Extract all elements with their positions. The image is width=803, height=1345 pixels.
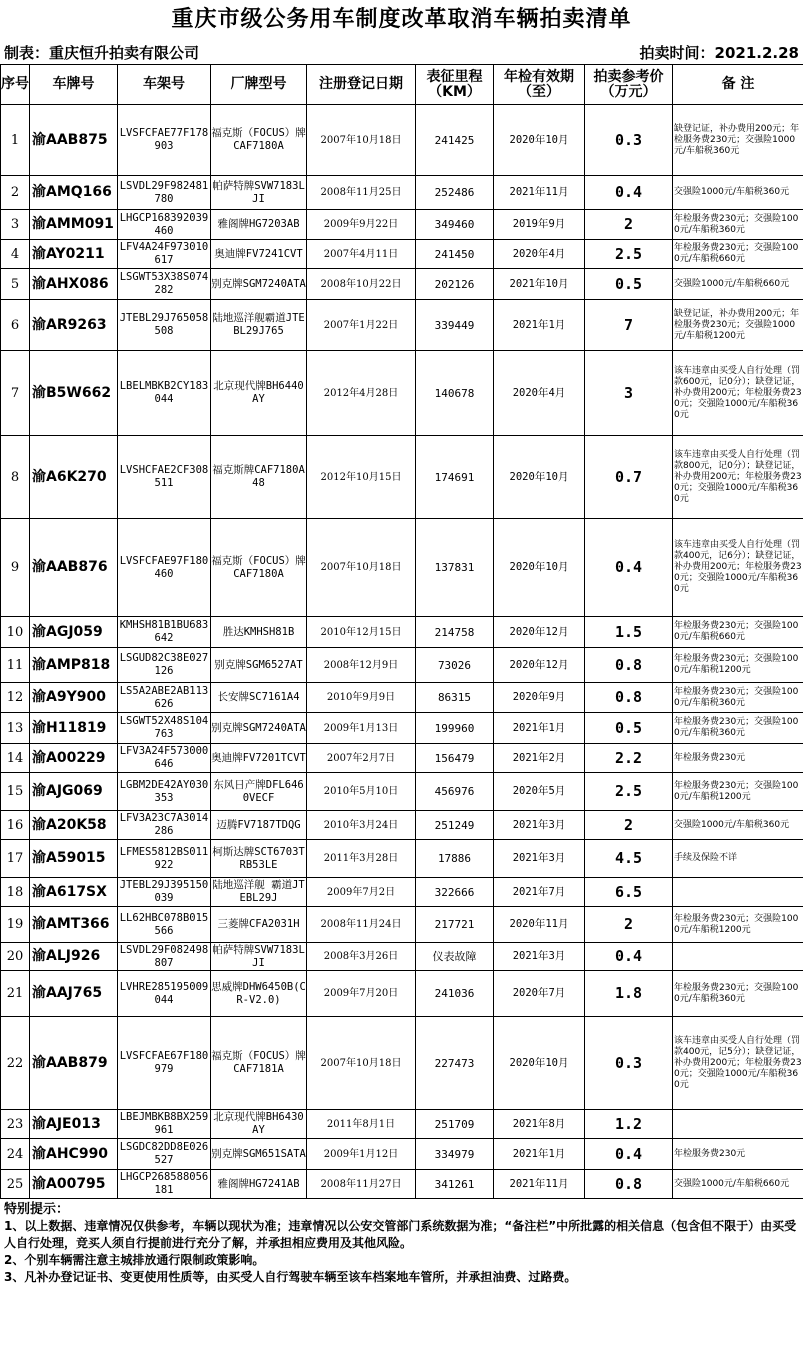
row-plate: 渝AMQ166 bbox=[30, 176, 118, 210]
auction-table bbox=[0, 64, 803, 1199]
row-remark: 交强险1000元/车船税360元 bbox=[673, 176, 803, 210]
col-inspection: 年检有效期（至） bbox=[494, 65, 585, 105]
table-row bbox=[1, 907, 803, 943]
row-mileage: 241425 bbox=[416, 105, 494, 176]
col-mileage: 表征里程（KM） bbox=[416, 65, 494, 105]
row-model: 帕萨特牌SVW7183LJI bbox=[211, 176, 307, 210]
row-reg-date: 2007年1月22日 bbox=[307, 300, 416, 351]
row-reg-date: 2009年1月12日 bbox=[307, 1139, 416, 1170]
table-row bbox=[1, 1017, 803, 1110]
meta-bar bbox=[0, 40, 803, 64]
row-seq: 19 bbox=[1, 907, 30, 943]
row-plate: 渝AJE013 bbox=[30, 1110, 118, 1139]
row-seq: 6 bbox=[1, 300, 30, 351]
row-vin: LBELMBKB2CY183044 bbox=[118, 351, 211, 436]
row-remark: 该车违章由买受人自行处理（罚款400元，记5分）；缺登记证，补办费用200元；年检服务费230元；交强险1000元/车船税360元 bbox=[673, 1017, 803, 1110]
row-model: 福克斯（FOCUS）牌CAF7180A bbox=[211, 105, 307, 176]
row-seq: 7 bbox=[1, 351, 30, 436]
table-row bbox=[1, 210, 803, 240]
row-reg-date: 2010年9月9日 bbox=[307, 683, 416, 713]
row-vin: KMHSH81B1BU683642 bbox=[118, 617, 211, 648]
row-reg-date: 2009年9月22日 bbox=[307, 210, 416, 240]
row-mileage: 214758 bbox=[416, 617, 494, 648]
row-price: 4.5 bbox=[585, 840, 673, 878]
row-seq: 11 bbox=[1, 648, 30, 683]
row-vin: LFV3A23C7A3014286 bbox=[118, 811, 211, 840]
row-mileage: 156479 bbox=[416, 744, 494, 773]
row-vin: LVHRE285195009044 bbox=[118, 971, 211, 1017]
row-inspection: 2021年11月 bbox=[494, 1170, 585, 1199]
row-plate: 渝A6K270 bbox=[30, 436, 118, 519]
row-model: 长安牌SC7161A4 bbox=[211, 683, 307, 713]
row-model: 别克牌SGM651SATA bbox=[211, 1139, 307, 1170]
row-inspection: 2021年8月 bbox=[494, 1110, 585, 1139]
row-model: 迈腾FV7187TDQG bbox=[211, 811, 307, 840]
row-inspection: 2021年3月 bbox=[494, 943, 585, 971]
row-seq: 18 bbox=[1, 878, 30, 907]
row-inspection: 2020年7月 bbox=[494, 971, 585, 1017]
row-reg-date: 2007年4月11日 bbox=[307, 240, 416, 269]
row-inspection: 2020年11月 bbox=[494, 907, 585, 943]
row-vin: LSGWT53X38S074282 bbox=[118, 269, 211, 300]
row-mileage: 仪表故障 bbox=[416, 943, 494, 971]
row-seq: 4 bbox=[1, 240, 30, 269]
row-mileage: 73026 bbox=[416, 648, 494, 683]
row-plate: 渝AY0211 bbox=[30, 240, 118, 269]
table-row bbox=[1, 683, 803, 713]
row-mileage: 341261 bbox=[416, 1170, 494, 1199]
row-reg-date: 2008年11月24日 bbox=[307, 907, 416, 943]
row-model: 福克斯（FOCUS）牌CAF7180A bbox=[211, 519, 307, 617]
row-reg-date: 2008年10月22日 bbox=[307, 269, 416, 300]
row-model: 别克牌SGM6527AT bbox=[211, 648, 307, 683]
row-remark: 年检服务费230元 bbox=[673, 1139, 803, 1170]
row-seq: 12 bbox=[1, 683, 30, 713]
row-reg-date: 2007年2月7日 bbox=[307, 744, 416, 773]
row-reg-date: 2007年10月18日 bbox=[307, 1017, 416, 1110]
row-remark: 年检服务费230元；交强险1000元/车船税660元 bbox=[673, 240, 803, 269]
row-remark bbox=[673, 943, 803, 971]
row-remark: 年检服务费230元；交强险1000元/车船税1200元 bbox=[673, 773, 803, 811]
row-price: 7 bbox=[585, 300, 673, 351]
row-vin: LGBM2DE42AY030353 bbox=[118, 773, 211, 811]
table-row bbox=[1, 176, 803, 210]
row-seq: 17 bbox=[1, 840, 30, 878]
row-remark: 手续及保险不详 bbox=[673, 840, 803, 878]
row-plate: 渝A617SX bbox=[30, 878, 118, 907]
row-remark: 年检服务费230元；交强险1000元/车船税1200元 bbox=[673, 907, 803, 943]
row-plate: 渝A20K58 bbox=[30, 811, 118, 840]
row-seq: 16 bbox=[1, 811, 30, 840]
row-remark: 交强险1000元/车船税360元 bbox=[673, 811, 803, 840]
row-vin: LS5A2ABE2AB113626 bbox=[118, 683, 211, 713]
row-seq: 15 bbox=[1, 773, 30, 811]
row-remark: 缺登记证，补办费用200元；年检服务费230元；交强险1000元/车船税360元 bbox=[673, 105, 803, 176]
row-model: 福克斯（FOCUS）牌CAF7181A bbox=[211, 1017, 307, 1110]
row-reg-date: 2008年11月25日 bbox=[307, 176, 416, 210]
table-row bbox=[1, 617, 803, 648]
table-row bbox=[1, 648, 803, 683]
row-price: 1.2 bbox=[585, 1110, 673, 1139]
row-model: 雅阁牌HG7241AB bbox=[211, 1170, 307, 1199]
row-plate: 渝AR9263 bbox=[30, 300, 118, 351]
row-reg-date: 2009年7月2日 bbox=[307, 878, 416, 907]
col-price: 拍卖参考价（万元） bbox=[585, 65, 673, 105]
table-row bbox=[1, 943, 803, 971]
row-remark: 年检服务费230元；交强险1000元/车船税360元 bbox=[673, 971, 803, 1017]
row-mileage: 252486 bbox=[416, 176, 494, 210]
row-model: 奥迪牌FV7201TCVT bbox=[211, 744, 307, 773]
row-mileage: 86315 bbox=[416, 683, 494, 713]
row-plate: 渝A59015 bbox=[30, 840, 118, 878]
row-mileage: 241036 bbox=[416, 971, 494, 1017]
col-reg-date: 注册登记日期 bbox=[307, 65, 416, 105]
row-inspection: 2020年10月 bbox=[494, 519, 585, 617]
row-inspection: 2020年5月 bbox=[494, 773, 585, 811]
table-row bbox=[1, 840, 803, 878]
table-row bbox=[1, 351, 803, 436]
row-vin: LVSFCFAE97F180460 bbox=[118, 519, 211, 617]
row-mileage: 334979 bbox=[416, 1139, 494, 1170]
row-remark: 年检服务费230元；交强险1000元/车船税660元 bbox=[673, 617, 803, 648]
row-seq: 13 bbox=[1, 713, 30, 744]
row-inspection: 2021年2月 bbox=[494, 744, 585, 773]
row-price: 0.5 bbox=[585, 269, 673, 300]
row-reg-date: 2012年4月28日 bbox=[307, 351, 416, 436]
row-remark bbox=[673, 1110, 803, 1139]
row-model: 北京现代牌BH6430AY bbox=[211, 1110, 307, 1139]
table-row bbox=[1, 105, 803, 176]
row-vin: LBEJMBKB8BX259961 bbox=[118, 1110, 211, 1139]
row-price: 2.5 bbox=[585, 240, 673, 269]
row-price: 0.8 bbox=[585, 683, 673, 713]
col-remark: 备 注 bbox=[673, 65, 803, 105]
col-plate: 车牌号 bbox=[30, 65, 118, 105]
row-model: 胜达KMHSH81B bbox=[211, 617, 307, 648]
row-plate: 渝A00795 bbox=[30, 1170, 118, 1199]
row-reg-date: 2009年7月20日 bbox=[307, 971, 416, 1017]
row-price: 2 bbox=[585, 210, 673, 240]
row-reg-date: 2008年12月9日 bbox=[307, 648, 416, 683]
row-vin: LFV3A24F573000646 bbox=[118, 744, 211, 773]
row-vin: LFMES5812BS011922 bbox=[118, 840, 211, 878]
row-remark bbox=[673, 878, 803, 907]
row-seq: 25 bbox=[1, 1170, 30, 1199]
table-row bbox=[1, 1139, 803, 1170]
row-vin: LSGUD82C38E027126 bbox=[118, 648, 211, 683]
special-notes bbox=[0, 1199, 803, 1288]
col-seq: 序号 bbox=[1, 65, 30, 105]
row-price: 1.8 bbox=[585, 971, 673, 1017]
row-price: 2.5 bbox=[585, 773, 673, 811]
row-plate: 渝AAJ765 bbox=[30, 971, 118, 1017]
row-mileage: 227473 bbox=[416, 1017, 494, 1110]
row-reg-date: 2007年10月18日 bbox=[307, 519, 416, 617]
row-inspection: 2021年1月 bbox=[494, 300, 585, 351]
row-price: 0.4 bbox=[585, 176, 673, 210]
row-seq: 20 bbox=[1, 943, 30, 971]
row-price: 2 bbox=[585, 907, 673, 943]
row-mileage: 137831 bbox=[416, 519, 494, 617]
row-remark: 年检服务费230元；交强险1000元/车船税360元 bbox=[673, 683, 803, 713]
notes-title: 特别提示： bbox=[4, 1202, 70, 1217]
row-seq: 24 bbox=[1, 1139, 30, 1170]
table-row bbox=[1, 1110, 803, 1139]
header-row bbox=[1, 65, 803, 105]
row-model: 别克牌SGM7240ATA bbox=[211, 713, 307, 744]
row-price: 1.5 bbox=[585, 617, 673, 648]
row-mileage: 140678 bbox=[416, 351, 494, 436]
row-inspection: 2020年10月 bbox=[494, 436, 585, 519]
row-seq: 3 bbox=[1, 210, 30, 240]
row-model: 陆地巡洋舰 霸道JTEBL29J bbox=[211, 878, 307, 907]
row-plate: 渝H11819 bbox=[30, 713, 118, 744]
row-mileage: 456976 bbox=[416, 773, 494, 811]
row-vin: LHGCP168392039460 bbox=[118, 210, 211, 240]
row-vin: LSVDL29F982481780 bbox=[118, 176, 211, 210]
row-inspection: 2021年3月 bbox=[494, 840, 585, 878]
table-row bbox=[1, 436, 803, 519]
row-seq: 8 bbox=[1, 436, 30, 519]
row-remark: 该车违章由买受人自行处理（罚款800元，记0分）；缺登记证，补办费用200元；年检服务费230元；交强险1000元/车船税360元 bbox=[673, 436, 803, 519]
row-remark: 该车违章由买受人自行处理（罚款400元，记6分）；缺登记证，补办费用200元；年检服务费230元；交强险1000元/车船税360元 bbox=[673, 519, 803, 617]
row-vin: LSVDL29F082498807 bbox=[118, 943, 211, 971]
row-seq: 22 bbox=[1, 1017, 30, 1110]
row-mileage: 202126 bbox=[416, 269, 494, 300]
row-inspection: 2021年1月 bbox=[494, 713, 585, 744]
row-model: 雅阁牌HG7203AB bbox=[211, 210, 307, 240]
row-plate: 渝AGJ059 bbox=[30, 617, 118, 648]
row-inspection: 2021年1月 bbox=[494, 1139, 585, 1170]
row-mileage: 17886 bbox=[416, 840, 494, 878]
row-mileage: 241450 bbox=[416, 240, 494, 269]
row-inspection: 2020年4月 bbox=[494, 240, 585, 269]
page-title: 重庆市级公务用车制度改革取消车辆拍卖清单 bbox=[171, 7, 632, 32]
row-mileage: 349460 bbox=[416, 210, 494, 240]
row-inspection: 2021年10月 bbox=[494, 269, 585, 300]
row-price: 2 bbox=[585, 811, 673, 840]
row-model: 奥迪牌FV7241CVT bbox=[211, 240, 307, 269]
row-seq: 1 bbox=[1, 105, 30, 176]
row-plate: 渝A9Y900 bbox=[30, 683, 118, 713]
note-item: 1、以上数据、违章情况仅供参考，车辆以现状为准；违章情况以公安交管部门系统数据为准；“备注栏”中所批露的相关信息（包含但不限于）由买受人自行处理，竞买人须自行提前进行充分了解，并承担相应费用及其他风险。 bbox=[4, 1219, 797, 1250]
row-price: 2.2 bbox=[585, 744, 673, 773]
table-row bbox=[1, 811, 803, 840]
row-mileage: 251249 bbox=[416, 811, 494, 840]
row-remark: 缺登记证，补办费用200元；年检服务费230元；交强险1000元/车船税1200元 bbox=[673, 300, 803, 351]
table-row bbox=[1, 744, 803, 773]
row-price: 0.3 bbox=[585, 1017, 673, 1110]
row-mileage: 199960 bbox=[416, 713, 494, 744]
row-plate: 渝B5W662 bbox=[30, 351, 118, 436]
table-row bbox=[1, 713, 803, 744]
row-mileage: 339449 bbox=[416, 300, 494, 351]
row-inspection: 2020年10月 bbox=[494, 1017, 585, 1110]
col-model: 厂牌型号 bbox=[211, 65, 307, 105]
row-vin: JTEBL29J765058508 bbox=[118, 300, 211, 351]
row-remark: 年检服务费230元；交强险1000元/车船税1200元 bbox=[673, 648, 803, 683]
row-plate: 渝AMM091 bbox=[30, 210, 118, 240]
row-reg-date: 2012年10月15日 bbox=[307, 436, 416, 519]
row-plate: 渝AAB879 bbox=[30, 1017, 118, 1110]
row-price: 0.8 bbox=[585, 648, 673, 683]
auction-time: 拍卖时间：2021.2.28 bbox=[639, 43, 799, 62]
row-reg-date: 2009年1月13日 bbox=[307, 713, 416, 744]
row-reg-date: 2011年8月1日 bbox=[307, 1110, 416, 1139]
note-item: 3、凡补办登记证书、变更使用性质等，由买受人自行驾驶车辆至该车档案地车管所，并承担油费、过路费。 bbox=[4, 1270, 577, 1284]
row-mileage: 217721 bbox=[416, 907, 494, 943]
row-plate: 渝AHC990 bbox=[30, 1139, 118, 1170]
row-inspection: 2020年10月 bbox=[494, 105, 585, 176]
row-plate: 渝AAB875 bbox=[30, 105, 118, 176]
row-reg-date: 2011年3月28日 bbox=[307, 840, 416, 878]
row-vin: LL62HBC078B015566 bbox=[118, 907, 211, 943]
row-vin: LVSHCFAE2CF308511 bbox=[118, 436, 211, 519]
row-reg-date: 2010年3月24日 bbox=[307, 811, 416, 840]
row-model: 帕萨特牌SVW7183LJI bbox=[212, 943, 305, 969]
row-model: 福克斯牌CAF7180A48 bbox=[211, 436, 307, 519]
row-plate: 渝AAB876 bbox=[30, 519, 118, 617]
row-remark: 年检服务费230元；交强险1000元/车船税360元 bbox=[673, 713, 803, 744]
row-plate: 渝ALJ926 bbox=[30, 943, 118, 971]
row-model: 三菱牌CFA2031H bbox=[211, 907, 307, 943]
row-seq: 5 bbox=[1, 269, 30, 300]
row-plate: 渝AMT366 bbox=[30, 907, 118, 943]
row-plate: 渝AMP818 bbox=[30, 648, 118, 683]
row-reg-date: 2008年3月26日 bbox=[307, 943, 416, 971]
table-row bbox=[1, 300, 803, 351]
table-row bbox=[1, 878, 803, 907]
row-price: 0.7 bbox=[585, 436, 673, 519]
table-row bbox=[1, 1170, 803, 1199]
table-row bbox=[1, 269, 803, 300]
row-price: 0.4 bbox=[585, 519, 673, 617]
row-inspection: 2020年4月 bbox=[494, 351, 585, 436]
row-inspection: 2020年12月 bbox=[494, 648, 585, 683]
row-remark: 年检服务费230元；交强险1000元/车船税360元 bbox=[673, 210, 803, 240]
row-inspection: 2019年9月 bbox=[494, 210, 585, 240]
row-price: 0.4 bbox=[585, 943, 673, 971]
row-model: 东风日产牌DFL6460VECF bbox=[211, 773, 307, 811]
table-row bbox=[1, 773, 803, 811]
row-price: 3 bbox=[585, 351, 673, 436]
row-seq: 10 bbox=[1, 617, 30, 648]
row-seq: 2 bbox=[1, 176, 30, 210]
col-vin: 车架号 bbox=[118, 65, 211, 105]
row-price: 0.8 bbox=[585, 1170, 673, 1199]
row-reg-date: 2008年11月27日 bbox=[307, 1170, 416, 1199]
row-reg-date: 2007年10月18日 bbox=[307, 105, 416, 176]
row-model: 思威牌DHW6450B(CR-V2.0) bbox=[211, 971, 307, 1017]
row-vin: LHGCP268588056181 bbox=[118, 1170, 211, 1199]
row-inspection: 2021年11月 bbox=[494, 176, 585, 210]
row-plate: 渝AHX086 bbox=[30, 269, 118, 300]
row-vin: JTEBL29J395150039 bbox=[118, 878, 211, 907]
row-price: 6.5 bbox=[585, 878, 673, 907]
row-model: 北京现代牌BH6440AY bbox=[211, 351, 307, 436]
row-vin: LSGWT52X48S104763 bbox=[118, 713, 211, 744]
row-mileage: 322666 bbox=[416, 878, 494, 907]
row-seq: 23 bbox=[1, 1110, 30, 1139]
row-price: 0.5 bbox=[585, 713, 673, 744]
row-inspection: 2020年9月 bbox=[494, 683, 585, 713]
row-seq: 14 bbox=[1, 744, 30, 773]
row-remark: 交强险1000元/车船税660元 bbox=[673, 1170, 803, 1199]
row-inspection: 2021年7月 bbox=[494, 878, 585, 907]
row-remark: 交强险1000元/车船税660元 bbox=[673, 269, 803, 300]
table-row bbox=[1, 971, 803, 1017]
row-plate: 渝A00229 bbox=[30, 744, 118, 773]
row-mileage: 251709 bbox=[416, 1110, 494, 1139]
maker-label: 制表：重庆恒升拍卖有限公司 bbox=[4, 43, 200, 62]
row-price: 0.3 bbox=[585, 105, 673, 176]
row-remark: 年检服务费230元 bbox=[673, 744, 803, 773]
row-inspection: 2021年3月 bbox=[494, 811, 585, 840]
row-vin: LSGDC82DD8E026527 bbox=[118, 1139, 211, 1170]
row-seq: 9 bbox=[1, 519, 30, 617]
row-inspection: 2020年12月 bbox=[494, 617, 585, 648]
note-item: 2、个别车辆需注意主城排放通行限制政策影响。 bbox=[4, 1253, 265, 1267]
row-model: 柯斯达牌SCT6703TRB53LE bbox=[211, 840, 307, 878]
row-price: 0.4 bbox=[585, 1139, 673, 1170]
table-row bbox=[1, 240, 803, 269]
row-vin: LVSFCFAE77F178903 bbox=[118, 105, 211, 176]
row-vin: LVSFCFAE67F180979 bbox=[118, 1017, 211, 1110]
row-model: 别克牌SGM7240ATA bbox=[211, 269, 307, 300]
row-seq: 21 bbox=[1, 971, 30, 1017]
table-row bbox=[1, 519, 803, 617]
row-vin: LFV4A24F973010617 bbox=[118, 240, 211, 269]
row-mileage: 174691 bbox=[416, 436, 494, 519]
row-remark: 该车违章由买受人自行处理（罚款600元，记0分）；缺登记证，补办费用200元；年检服务费230元；交强险1000元/车船税360元 bbox=[673, 351, 803, 436]
row-reg-date: 2010年5月10日 bbox=[307, 773, 416, 811]
row-plate: 渝AJG069 bbox=[30, 773, 118, 811]
row-reg-date: 2010年12月15日 bbox=[307, 617, 416, 648]
row-model: 陆地巡洋舰霸道JTEBL29J765 bbox=[211, 300, 307, 351]
